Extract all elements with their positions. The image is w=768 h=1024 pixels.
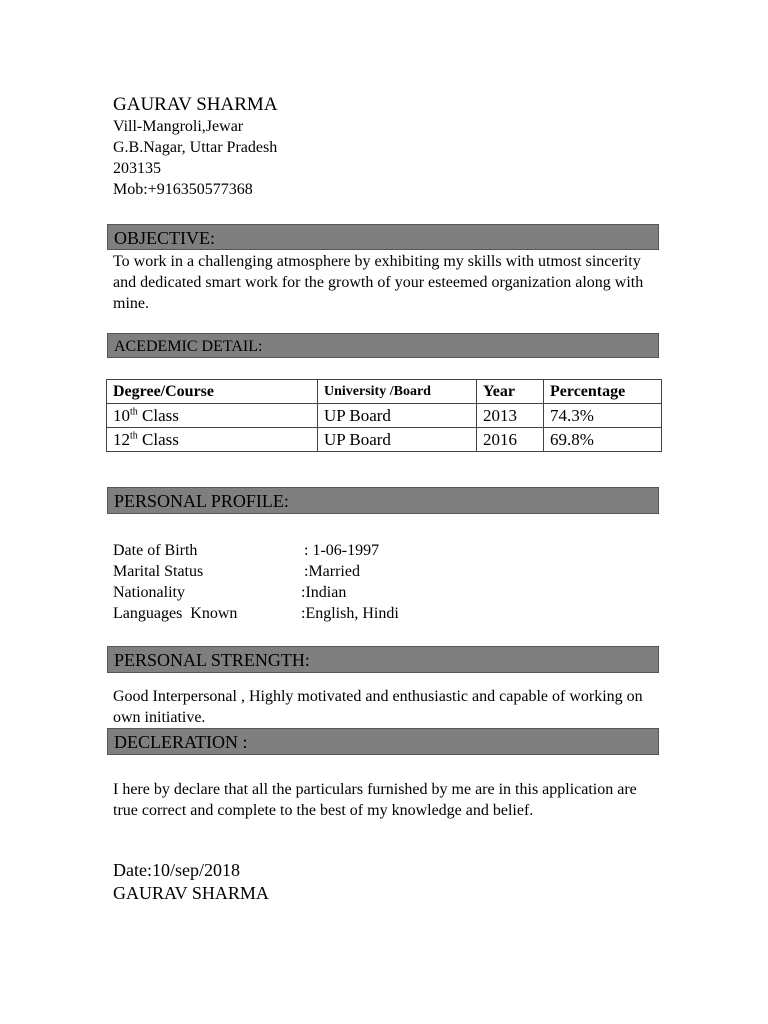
address-line-2: G.B.Nagar, Uttar Pradesh: [113, 139, 278, 156]
year-cell: 2013: [477, 404, 544, 428]
column-header: Degree/Course: [107, 380, 318, 404]
column-header: University /Board: [318, 380, 477, 404]
academic-heading: ACEDEMIC DETAIL:: [107, 333, 659, 358]
profile-label: Nationality: [113, 584, 185, 601]
table-row: [107, 404, 662, 428]
profile-value: :Married: [304, 563, 360, 580]
resume-header: [113, 94, 278, 200]
profile-value: : 1-06-1997: [304, 542, 380, 559]
course-cell: 12th Class: [107, 428, 318, 452]
academic-table: [106, 379, 662, 452]
signature-block: [113, 859, 269, 905]
percentage-cell: 74.3%: [544, 404, 662, 428]
board-cell: UP Board: [318, 404, 477, 428]
profile-label: Marital Status: [113, 563, 204, 580]
course-cell: 10th Class: [107, 404, 318, 428]
declaration-date: Date:10/sep/2018: [113, 860, 240, 880]
declaration-heading: DECLERATION :: [107, 728, 659, 755]
board-cell: UP Board: [318, 428, 477, 452]
profile-value: :English, Hindi: [301, 605, 399, 622]
personal-profile-heading: PERSONAL PROFILE:: [107, 487, 659, 514]
year-cell: 2016: [477, 428, 544, 452]
table-header-row: [107, 380, 662, 404]
mobile-number: Mob:+916350577368: [113, 181, 253, 198]
address-line-1: Vill-Mangroli,Jewar: [113, 118, 244, 135]
column-header: Percentage: [544, 380, 662, 404]
objective-text: To work in a challenging atmosphere by exhibiting my skills with utmost sincerity and dedicated smart work for the growth of your esteemed organization along with mine.: [113, 253, 644, 312]
table-row: [107, 428, 662, 452]
pin-code: 203135: [113, 160, 161, 177]
candidate-name: GAURAV SHARMA: [113, 94, 278, 115]
profile-label: Date of Birth: [113, 542, 198, 559]
signature-name: GAURAV SHARMA: [113, 883, 269, 903]
percentage-cell: 69.8%: [544, 428, 662, 452]
profile-label: Languages Known: [113, 605, 238, 622]
strength-text: Good Interpersonal , Highly motivated and enthusiastic and capable of working on own initiative.: [113, 688, 643, 726]
declaration-text: I here by declare that all the particulars furnished by me are in this application are true correct and complete to the best of my knowledge and belief.: [113, 781, 637, 819]
objective-heading: OBJECTIVE:: [107, 224, 659, 250]
column-header: Year: [477, 380, 544, 404]
personal-strength-heading: PERSONAL STRENGTH:: [107, 646, 659, 673]
profile-value: :Indian: [301, 584, 347, 601]
